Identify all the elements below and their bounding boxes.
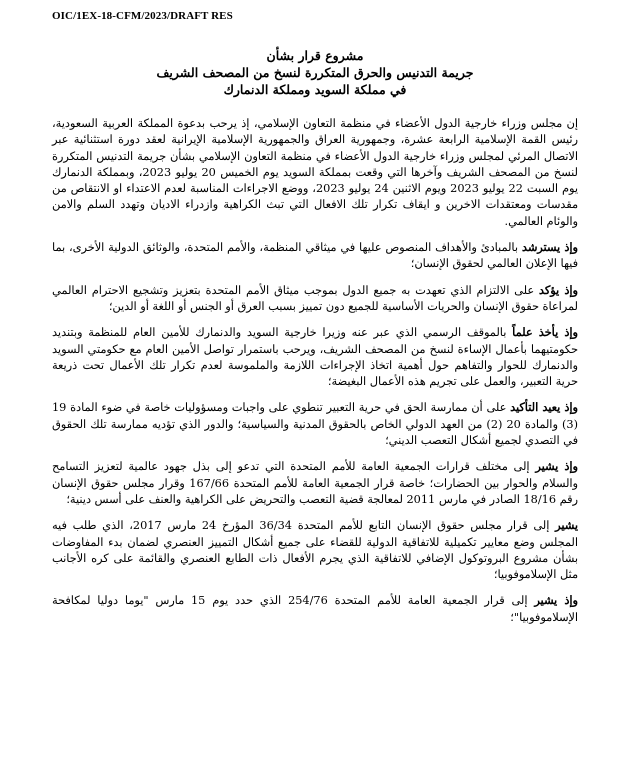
title-line-2: جريمة التدنيس والحرق المتكررة لنسخ من المصحف الشريف	[156, 65, 474, 80]
paragraph-lead: وإذ يأخذ علماً	[512, 325, 579, 340]
document-title	[60, 47, 570, 98]
document-body	[52, 116, 578, 635]
paragraph-reaffirms	[52, 399, 578, 449]
paragraph-ga-resolution	[52, 592, 578, 626]
paragraph-text: على أن ممارسة الحق في حرية التعبير تنطوي على واجبات ومسؤوليات خاصة في ضوء المادة 19 (3) والمادة 20 (2) من العهد الدولي الخاص بالحقوق المدنية والسياسية؛ والدور الذي تؤديه ممارسة تلك الحقوق في التصدي لجميع أشكال التعصب الديني؛	[52, 401, 578, 448]
paragraph-hrc-resolution	[52, 517, 578, 583]
paragraph-text: بالمبادئ والأهداف المنصوص عليها في ميثاقي المنظمة، والأمم المتحدة، والوثائق الدولية الأخرى، بما فيها الإعلان العالمي لحقوق الإنسان؛	[52, 241, 578, 271]
paragraph-notes	[52, 324, 578, 390]
paragraph-guided	[52, 239, 578, 273]
paragraph-text: إن مجلس وزراء خارجية الدول الأعضاء في منظمة التعاون الإسلامي، إذ يرحب بدعوة المملكة العربية السعودية، رئيس القمة الإسلامية الرابعة عشرة، وجمهورية العراق والجمهورية الإسلامية الإيرانية لعقد دورة استثنائية عبر الاتصال المرئي لمجلس وزراء خارجية الدول الأعضاء في منظمة التعاون الإسلامي بشأن جريمة التدنيس المتكررة لنسخ من المصحف الشريف وآخرها التي وقعت بمملكة السويد يوم الخميس 20 يوليو 2023، وبمملكة الدنمارك يوم السبت 22 يوليو 2023 ويوم الاثنين 24 يوليو 2023، ووضع الاجراءات المناسبة لعدم الاعتداء او الانتقاص من مقدسات ومعتقدات الاخرين و ايقاف تكرار تلك الافعال التي تبث الكراهية وازدراء الاديان وتهدد السلم والامن والوئام العالمي.	[52, 117, 578, 228]
paragraph-recalls-resolutions	[52, 458, 578, 508]
paragraph-lead: وإذ يسترشد	[521, 240, 578, 255]
paragraph-text: على الالتزام الذي تعهدت به جميع الدول بموجب ميثاق الأمم المتحدة بتعزيز وتشجيع الاحترام العالمي لمراعاة حقوق الإنسان والحريات الأساسية للجميع دون تمييز بسبب العرق أو الجنس أو اللغة أو الدين؛	[52, 283, 578, 313]
document-reference: OIC/1EX-18-CFM/2023/DRAFT RES	[52, 10, 233, 22]
title-line-3: في مملكة السويد ومملكة الدنمارك	[223, 82, 407, 97]
paragraph-lead: وإذ يشير	[534, 593, 579, 608]
paragraph-text: إلى مختلف قرارات الجمعية العامة للأمم المتحدة التي تدعو إلى بذل جهود عالمية لتعزيز التسامح والسلام والحوار بين الحضارات؛ خاصة قرار الجمعية العامة للأمم المتحدة 167/66 وقرار مجلس حقوق الإنسان رقم 18/16 الصادر في مارس 2011 لمعالجة قضية التعصب والتحريض على الكراهية والعنف على أسس دينية؛	[52, 460, 579, 506]
paragraph-lead: يشير	[555, 518, 578, 533]
paragraph-text: إلى قرار مجلس حقوق الإنسان التابع للأمم المتحدة 36/34 المؤرخ 24 مارس 2017، الذي طلب فيه المجلس وضع معايير تكميلية للاتفاقية الدولية للقضاء على جميع أشكال التمييز العنصري لضمان بدء المفاوضات بشأن مشروع البروتوكول الإضافي للاتفاقية الذي يجرم الأفعال ذات الطابع العنصري والقائمة على كره الأجانب مثل الإسلاموفوبيا؛	[52, 519, 578, 582]
paragraph-lead: وإذ يشير	[535, 459, 579, 474]
paragraph-lead: وإذ يؤكد	[538, 282, 578, 297]
paragraph-text: بالموقف الرسمي الذي عبر عنه وزيرا خارجية السويد والدنمارك للأمين العام للمنظمة وبتنديد حكومتيهما بأعمال الإساءة لنسخ من المصحف الشريف، ويرحب باستمرار تواصل الأمين العام مع حكومتي السويد والدنمارك للحوار والتفاهم حول أهمية اتخاذ الإجراءات اللازمة والملموسة لعدم تكرار تلك الأعمال تحت ذريعة حرية التعبير، والعمل على تجريم هذه الأعمال البغيضة؛	[52, 326, 578, 389]
paragraph-lead: وإذ يعيد التأكيد	[510, 400, 578, 415]
title-line-1: مشروع قرار بشأن	[266, 48, 364, 63]
paragraph-preamble	[52, 116, 578, 230]
paragraph-text: إلى قرار الجمعية العامة للأمم المتحدة 254/76 الذي حدد يوم 15 مارس "يوما دوليا لمكافحة الإسلاموفوبيا"؛	[52, 594, 578, 624]
paragraph-affirms	[52, 282, 578, 316]
